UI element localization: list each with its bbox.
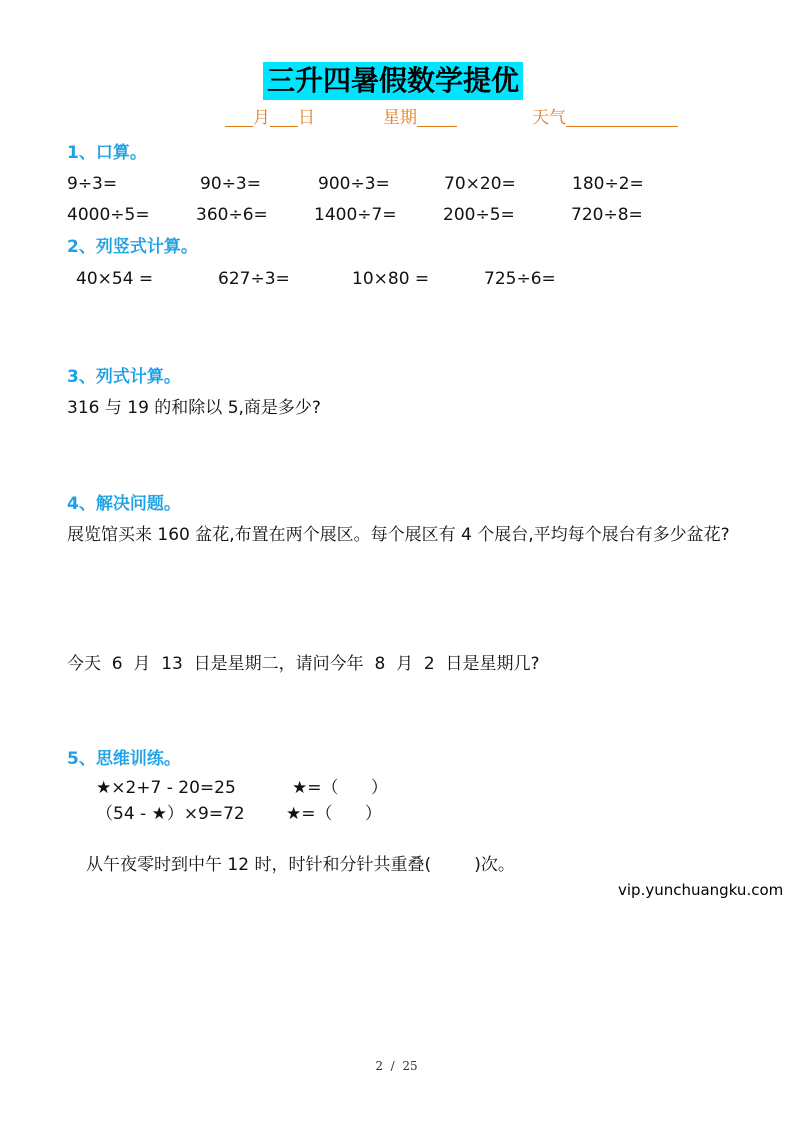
section-2-heading: 2、列竖式计算。 — [67, 237, 198, 257]
calc-item: 720÷8= — [571, 205, 643, 225]
section-5-heading: 5、思维训练。 — [67, 749, 181, 769]
calc-item: 70×20= — [444, 174, 516, 194]
star-equation-1: ★×2+7 - 20=25 — [96, 778, 236, 798]
section-4-heading: 4、解决问题。 — [67, 494, 181, 514]
calc-item: 9÷3= — [67, 174, 118, 194]
vertical-calc-item: 627÷3= — [218, 269, 290, 289]
page-number: 2 / 25 — [375, 1059, 418, 1073]
expression-question: 316 与 19 的和除以 5,商是多少? — [67, 398, 321, 418]
page-title: 三升四暑假数学提优 — [263, 62, 523, 100]
calc-item: 1400÷7= — [314, 205, 397, 225]
word-problem-1: 展览馆买来 160 盆花,布置在两个展区。每个展区有 4 个展台,平均每个展台有多少盆花? — [67, 525, 730, 545]
weather-line — [532, 106, 678, 130]
weather-blank — [566, 108, 678, 127]
calc-item: 360÷6= — [196, 205, 268, 225]
star-equation-2: （54 - ★）×9=72 — [96, 804, 245, 824]
calc-item: 4000÷5= — [67, 205, 150, 225]
day-label: 日 — [298, 108, 315, 128]
section-3-heading: 3、列式计算。 — [67, 367, 181, 387]
star-answer-2: ★=（ ） — [286, 804, 382, 824]
section-1-heading: 1、口算。 — [67, 143, 147, 163]
vertical-calc-item: 10×80 = — [352, 269, 430, 289]
word-problem-2: 今天 6 月 13 日是星期二，请问今年 8 月 2 日是星期几? — [67, 654, 540, 674]
weekday-line — [383, 106, 457, 130]
month-blank — [225, 108, 253, 127]
calc-item: 900÷3= — [318, 174, 390, 194]
star-answer-1: ★=（ ） — [292, 778, 388, 798]
vertical-calc-item: 725÷6= — [484, 269, 556, 289]
vertical-calc-item: 40×54 = — [76, 269, 154, 289]
weekday-blank — [417, 108, 457, 127]
website-watermark: vip.yunchuangku.com — [618, 881, 784, 899]
clock-question: 从午夜零时到中午 12 时，时针和分针共重叠( )次。 — [86, 855, 515, 875]
date-line — [225, 106, 315, 130]
calc-item: 200÷5= — [443, 205, 515, 225]
weekday-label: 星期 — [383, 108, 417, 128]
calc-item: 90÷3= — [200, 174, 261, 194]
day-blank — [270, 108, 298, 127]
month-label: 月 — [253, 108, 270, 128]
weather-label: 天气 — [532, 108, 566, 128]
calc-item: 180÷2= — [572, 174, 644, 194]
